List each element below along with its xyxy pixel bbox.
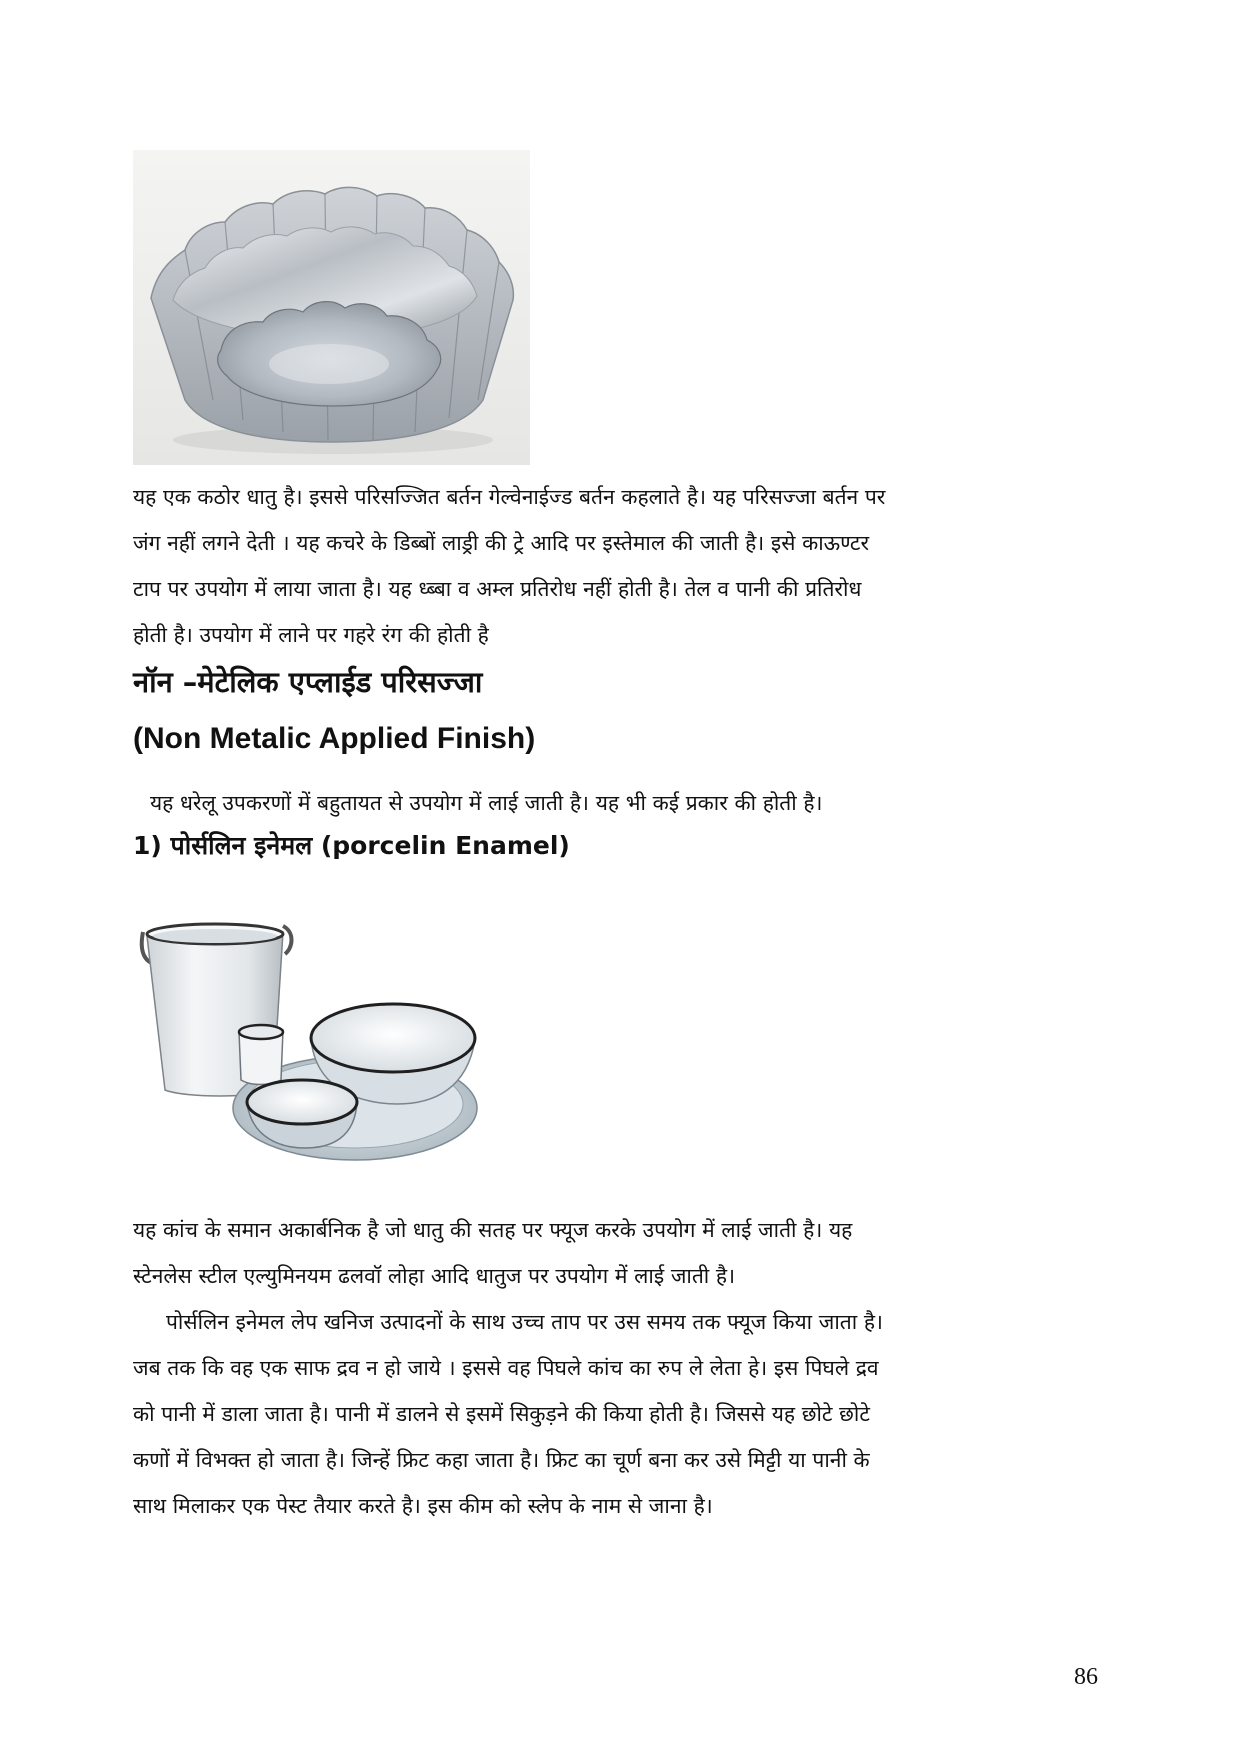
paragraph-porcelain-process (133, 1299, 1103, 1529)
paragraph-porcelain-definition (133, 1207, 1103, 1299)
text-line: स्टेनलेस स्टील एल्युमिनयम ढलवॉ लोहा आदि धातुज पर उपयोग में लाई जाती है। (133, 1264, 736, 1288)
text-line: जंग नहीं लगने देती । यह कचरे के डिब्बों लाड्री की ट्रे आदि पर इस्तेमाल की जाती है। इसे काऊण्टर (133, 531, 870, 555)
section-heading-hindi: नॉन –मेटेलिक एप्लाईड परिसज्जा (133, 665, 483, 699)
page-number: 86 (1074, 1664, 1098, 1690)
text-line: को पानी में डाला जाता है। पानी में डालने से इसमें सिकुड़ने की किया होती है। जिससे यह छोटे छोटे (133, 1402, 870, 1426)
text-line: कणों में विभक्त हो जाता है। जिन्हें फ्रिट कहा जाता है। फ्रिट का चूर्ण बना कर उसे मिट्टी या पानी के (133, 1448, 870, 1472)
text-line: यह एक कठोर धातु है। इससे परिसज्जित बर्तन गेल्वेनाईज्ड बर्तन कहलाते है। यह परिसज्जा बर्तन पर (133, 485, 886, 509)
paragraph-non-metallic-intro: यह धरेलू उपकरणों में बहुतायत से उपयोग में लाई जाती है। यह भी कई प्रकार की होती है। (150, 791, 823, 815)
text-line: होती है। उपयोग में लाने पर गहरे रंग की होती है (133, 623, 489, 647)
text-line: जब तक कि वह एक साफ द्रव न हो जाये । इससे वह पिघले कांच का रुप ले लेता हे। इस पिघले द्रव (133, 1356, 879, 1380)
text-line: साथ मिलाकर एक पेस्ट तैयार करते है। इस कीम को स्लेप के नाम से जाना है। (133, 1494, 713, 1518)
text-line: पोर्सलिन इनेमल लेप खनिज उत्पादनों के साथ उच्च ताप पर उस समय तक फ्यूज किया जाता है। (166, 1310, 883, 1334)
enamelware-photo (135, 892, 525, 1192)
text-line: यह कांच के समान अकार्बनिक है जो धातु की सतह पर फ्यूज करके उपयोग में लाई जाती है। यह (133, 1218, 853, 1242)
galvanized-bowl-photo (133, 150, 530, 465)
text-line: टाप पर उपयोग में लाया जाता है। यह ध्ब्बा व अम्ल प्रतिरोध नहीं होती है। तेल व पानी की प्रतिरोध (133, 577, 862, 601)
subsection-heading-porcelain-enamel: 1) पोर्सलिन इनेमल (porcelin Enamel) (133, 831, 570, 860)
paragraph-galvanized-finish (133, 474, 1103, 658)
section-heading-english: (Non Metalic Applied Finish) (133, 722, 536, 755)
